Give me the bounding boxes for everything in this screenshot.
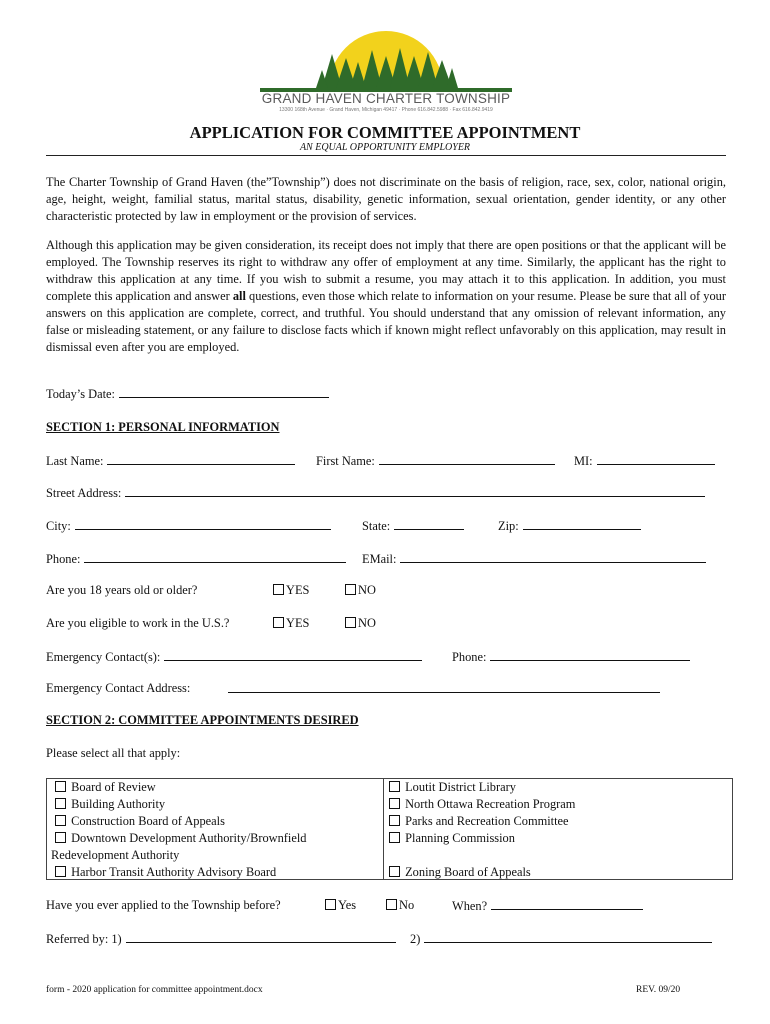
committee-label: Loutit District Library: [405, 780, 516, 794]
referred-row-2: [410, 931, 712, 947]
emergency-address-field[interactable]: [228, 681, 660, 693]
applied-no-checkbox[interactable]: [386, 899, 397, 910]
referred-field-2[interactable]: [424, 931, 712, 943]
mi-row: [574, 453, 715, 469]
first-name-row: [316, 453, 555, 469]
committee-option[interactable]: [389, 864, 729, 881]
consideration-paragraph: Although this application may be given consideration, its receipt does not imply that there are open positions or that the applicant will be employed. The Township reserves its right to withdraw any offer of employment at any time. Similarly, the applicant has the right to withdraw this application at any time. If you wish to submit a resume, you may attach it to this application. In addition, you must complete this application and answer all questions, even those which relate to information on your resume. Please be sure that all of your answers on this application are complete, correct, and truthful. You should understand that any omission of relevant information, any false or misleading statement, or any failure to disclose facts which if known might reflect unfavorably on this application, may result in dismissal even after you are employed.: [46, 238, 726, 354]
committee-label: Downtown Development Authority/Brownfield: [71, 831, 307, 845]
date-row: [46, 386, 329, 402]
committee-checkbox[interactable]: [55, 815, 66, 826]
mi-label: MI:: [574, 454, 593, 468]
age-no-option[interactable]: [345, 583, 376, 598]
work-yes-checkbox[interactable]: [273, 617, 284, 628]
committee-label: Planning Commission: [405, 831, 515, 845]
emergency-address-label: Emergency Contact Address:: [46, 681, 191, 695]
work-question: Are you eligible to work in the U.S.?: [46, 616, 230, 630]
work-yes-label: YES: [286, 616, 310, 630]
zip-field[interactable]: [523, 518, 641, 530]
committee-checkbox[interactable]: [389, 781, 400, 792]
footer-filename: form - 2020 application for committee appointment.docx: [46, 985, 263, 995]
referred-2-label: 2): [410, 932, 421, 946]
emergency-contact-label: Emergency Contact(s):: [46, 650, 161, 664]
age-question: Are you 18 years old or older?: [46, 583, 198, 597]
committee-option[interactable]: [389, 813, 729, 830]
emergency-phone-row: [452, 649, 690, 665]
section2-heading: SECTION 2: COMMITTEE APPOINTMENTS DESIRED: [46, 713, 359, 727]
date-label: Today’s Date:: [46, 387, 115, 401]
age-yes-label: YES: [286, 583, 310, 597]
committee-checkbox[interactable]: [389, 815, 400, 826]
emergency-phone-label: Phone:: [452, 650, 487, 664]
committee-checkbox[interactable]: [55, 798, 66, 809]
committee-option[interactable]: [389, 830, 729, 847]
applied-no-label: No: [399, 898, 415, 912]
applied-no-option[interactable]: [386, 898, 414, 913]
state-field[interactable]: [394, 518, 464, 530]
township-name: GRAND HAVEN CHARTER TOWNSHIP: [261, 91, 511, 106]
referred-field-1[interactable]: [126, 931, 396, 943]
applied-before-question: Have you ever applied to the Township before?: [46, 898, 281, 912]
city-row: [46, 518, 331, 534]
committee-option[interactable]: [389, 796, 729, 813]
work-yes-option[interactable]: [273, 616, 309, 631]
township-tagline: 13300 168th Avenue · Grand Haven, Michigan 49417 · Phone 616.842.5988 · Fax 616.842.9419: [279, 107, 493, 113]
committee-left-column: [51, 779, 381, 881]
section1-heading: SECTION 1: PERSONAL INFORMATION: [46, 420, 280, 434]
table-column-divider: [383, 779, 384, 879]
committee-label-wrap: Redevelopment Authority: [51, 848, 180, 862]
emergency-phone-field[interactable]: [490, 649, 690, 661]
select-instruction: Please select all that apply:: [46, 746, 181, 760]
form-subtitle: AN EQUAL OPPORTUNITY EMPLOYER: [299, 142, 471, 153]
committee-label: Board of Review: [71, 780, 156, 794]
committee-right-column: [389, 779, 729, 881]
committee-checkbox[interactable]: [389, 832, 400, 843]
last-name-label: Last Name:: [46, 454, 104, 468]
committee-option[interactable]: [51, 864, 381, 881]
city-field[interactable]: [75, 518, 331, 530]
email-field[interactable]: [400, 551, 706, 563]
age-no-checkbox[interactable]: [345, 584, 356, 595]
street-row: [46, 485, 705, 501]
committee-label: North Ottawa Recreation Program: [405, 797, 576, 811]
emergency-contact-field[interactable]: [164, 649, 422, 661]
referred-row-1: [46, 931, 396, 947]
applied-yes-label: Yes: [338, 898, 357, 912]
committee-checkbox[interactable]: [55, 781, 66, 792]
emergency-contact-row: [46, 649, 422, 665]
nondiscrimination-paragraph: The Charter Township of Grand Haven (the”Township”) does not discriminate on the basis of religion, race, sex, color, national origin, age, height, weight, familial status, marital status, disability, genetic information, sexual orientation, gender identity, or any other characteristic protected by law in employment or the provision of services.: [46, 175, 726, 223]
date-field[interactable]: [119, 386, 329, 398]
work-no-label: NO: [358, 616, 376, 630]
street-label: Street Address:: [46, 486, 122, 500]
committee-label: Parks and Recreation Committee: [405, 814, 569, 828]
age-yes-checkbox[interactable]: [273, 584, 284, 595]
zip-row: [498, 518, 641, 534]
title-divider: [46, 155, 726, 156]
first-name-label: First Name:: [316, 454, 375, 468]
applied-yes-checkbox[interactable]: [325, 899, 336, 910]
emergency-address-row: [228, 681, 660, 697]
applied-yes-option[interactable]: [325, 898, 356, 913]
referred-label: Referred by: 1): [46, 932, 122, 946]
committee-checkbox[interactable]: [55, 866, 66, 877]
when-field[interactable]: [491, 898, 643, 910]
committee-option[interactable]: [51, 779, 381, 796]
committee-option[interactable]: [389, 779, 729, 796]
city-label: City:: [46, 519, 71, 533]
phone-field[interactable]: [84, 551, 346, 563]
street-field[interactable]: [125, 485, 705, 497]
phone-label: Phone:: [46, 552, 81, 566]
committee-label: Building Authority: [71, 797, 166, 811]
when-label: When?: [452, 899, 488, 913]
work-no-option[interactable]: [345, 616, 376, 631]
committee-option[interactable]: [51, 813, 381, 830]
work-no-checkbox[interactable]: [345, 617, 356, 628]
footer-revision: REV. 09/20: [636, 985, 681, 995]
committee-spacer: [389, 847, 729, 864]
committee-label: Construction Board of Appeals: [71, 814, 225, 828]
committee-checkbox[interactable]: [389, 866, 400, 877]
age-yes-option[interactable]: [273, 583, 309, 598]
form-title: APPLICATION FOR COMMITTEE APPOINTMENT: [189, 123, 581, 142]
committee-option[interactable]: [51, 830, 381, 847]
first-name-field[interactable]: [379, 453, 555, 465]
mi-field[interactable]: [597, 453, 715, 465]
committee-label: Zoning Board of Appeals: [405, 865, 531, 879]
email-row: [362, 551, 706, 567]
age-no-label: NO: [358, 583, 376, 597]
committee-checkbox[interactable]: [55, 832, 66, 843]
last-name-field[interactable]: [107, 453, 295, 465]
state-label: State:: [362, 519, 391, 533]
committee-checkbox[interactable]: [389, 798, 400, 809]
when-row: [452, 898, 643, 914]
zip-label: Zip:: [498, 519, 519, 533]
phone-row: [46, 551, 346, 567]
committee-option[interactable]: [51, 796, 381, 813]
committee-label: Harbor Transit Authority Advisory Board: [71, 865, 277, 879]
email-label: EMail:: [362, 552, 397, 566]
last-name-row: [46, 453, 295, 469]
committee-options-table: [46, 778, 733, 880]
state-row: [362, 518, 464, 534]
